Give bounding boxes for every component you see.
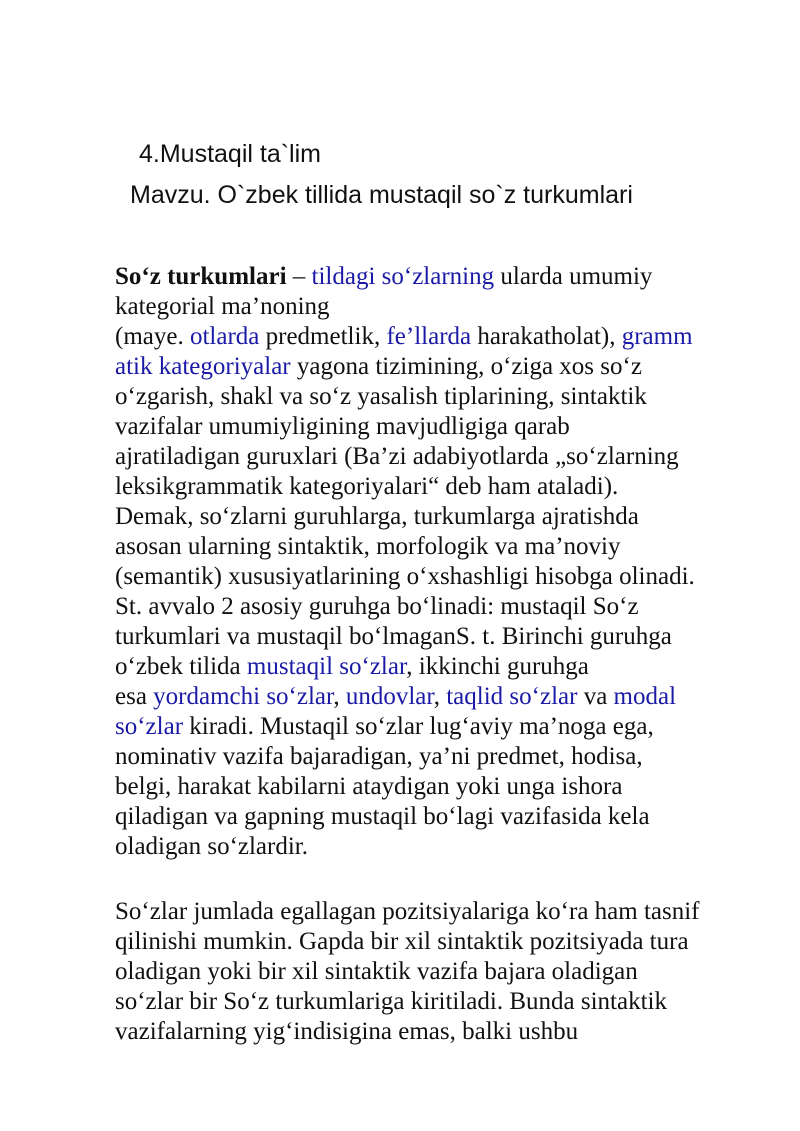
link-modal-sozlar-part2[interactable]: so‘zlar <box>115 713 184 740</box>
text-span: , <box>333 683 346 710</box>
p1-line-16 <box>115 712 755 742</box>
text-span: harakatholat), <box>471 323 622 350</box>
topic-title: Mavzu. O`zbek tillida mustaqil so`z turkumlari <box>130 181 633 209</box>
paragraph-2 <box>115 897 755 1047</box>
p2-line-4: so‘zlar bir So‘z turkumlariga kiritiladi. Bunda sintaktik <box>115 988 667 1015</box>
text-span: esa <box>115 683 154 710</box>
link-grammatik-kategoriyalar-part2[interactable]: atik kategoriyalar <box>115 353 291 380</box>
p1-line-10: asosan ularning sintaktik, morfologik va ma’noviy <box>115 533 621 560</box>
text-span: kiradi. Mustaqil so‘zlar lug‘aviy ma’noga ega, <box>183 713 654 740</box>
text-span: ularda umumiy <box>494 263 653 290</box>
term-bold: So‘z turkumlari <box>115 263 287 290</box>
link-mustaqil-sozlar[interactable]: mustaqil so‘zlar <box>246 653 407 680</box>
p2-line-1: So‘zlar jumlada egallagan pozitsiyalariga ko‘ra ham tasnif <box>115 898 700 925</box>
p1-line-13: turkumlari va mustaqil bo‘lmaganS. t. Birinchi guruhga <box>115 623 672 650</box>
p1-line-18: belgi, harakat kabilarni ataydigan yoki unga ishora <box>115 773 623 800</box>
link-yordamchi-sozlar[interactable]: yordamchi so‘zlar <box>153 683 334 710</box>
link-taqlid-sozlar[interactable]: taqlid so‘zlar <box>446 683 578 710</box>
p1-line-12: St. avvalo 2 asosiy guruhga bo‘linadi: mustaqil So‘z <box>115 593 639 620</box>
link-fellarda[interactable]: fe’llarda <box>386 323 472 350</box>
link-modal-sozlar-part1[interactable]: modal <box>613 683 677 710</box>
p1-line-19: qiladigan va gapning mustaqil bo‘lagi vazifasida kela <box>115 803 650 830</box>
text-span: va <box>577 683 614 710</box>
p1-line-1 <box>115 262 755 292</box>
p1-line-14 <box>115 652 755 682</box>
section-number-title: 4.Mustaqil ta`lim <box>139 140 321 168</box>
link-undovlar[interactable]: undovlar <box>345 683 434 710</box>
link-otlarda[interactable]: otlarda <box>189 323 260 350</box>
p1-line-7: ajratiladigan guruxlari (Ba’zi adabiyotlarda „so‘zlarning <box>115 443 679 470</box>
p1-line-17: nominativ vazifa bajaradigan, ya’ni predmet, hodisa, <box>115 743 643 770</box>
link-grammatik-kategoriyalar-part1[interactable]: gramm <box>621 323 693 350</box>
p1-line-8: leksikgrammatik kategoriyalari“ deb ham ataladi). <box>115 473 619 500</box>
p1-line-4 <box>115 352 755 382</box>
p1-line-5: o‘zgarish, shakl va so‘z yasalish tiplarining, sintaktik <box>115 383 647 410</box>
p2-line-3: oladigan yoki bir xil sintaktik vazifa bajara oladigan <box>115 958 638 985</box>
p1-line-15 <box>115 682 755 712</box>
paragraph-1 <box>115 262 755 862</box>
p1-line-9: Demak, so‘zlarni guruhlarga, turkumlarga ajratishda <box>115 503 639 530</box>
text-span: , <box>433 683 447 710</box>
p2-line-2: qilinishi mumkin. Gapda bir xil sintaktik pozitsiyada tura <box>115 928 689 955</box>
p1-line-3 <box>115 322 755 352</box>
p1-line-11: (semantik) xususiyatlarining o‘xshashligi hisobga olinadi. <box>115 563 695 590</box>
link-tildagi-sozlarning[interactable]: tildagi so‘zlarning <box>311 263 495 290</box>
p1-line-20: oladigan so‘zlardir. <box>115 833 308 860</box>
text-span: , ikkinchi guruhga <box>406 653 589 680</box>
p1-line-6: vazifalar umumiyligining mavjudligiga qarab <box>115 413 570 440</box>
text-span: predmetlik, <box>259 323 387 350</box>
text-span: o‘zbek tilida <box>115 653 247 680</box>
text-span: (maye. <box>115 323 190 350</box>
p2-line-5: vazifalarning yig‘indisigina emas, balki ushbu <box>115 1018 579 1045</box>
p1-line-2: kategorial ma’noning <box>115 293 330 320</box>
text-span: – <box>286 263 312 290</box>
text-span: yagona tizimining, o‘ziga xos so‘z <box>290 353 642 380</box>
